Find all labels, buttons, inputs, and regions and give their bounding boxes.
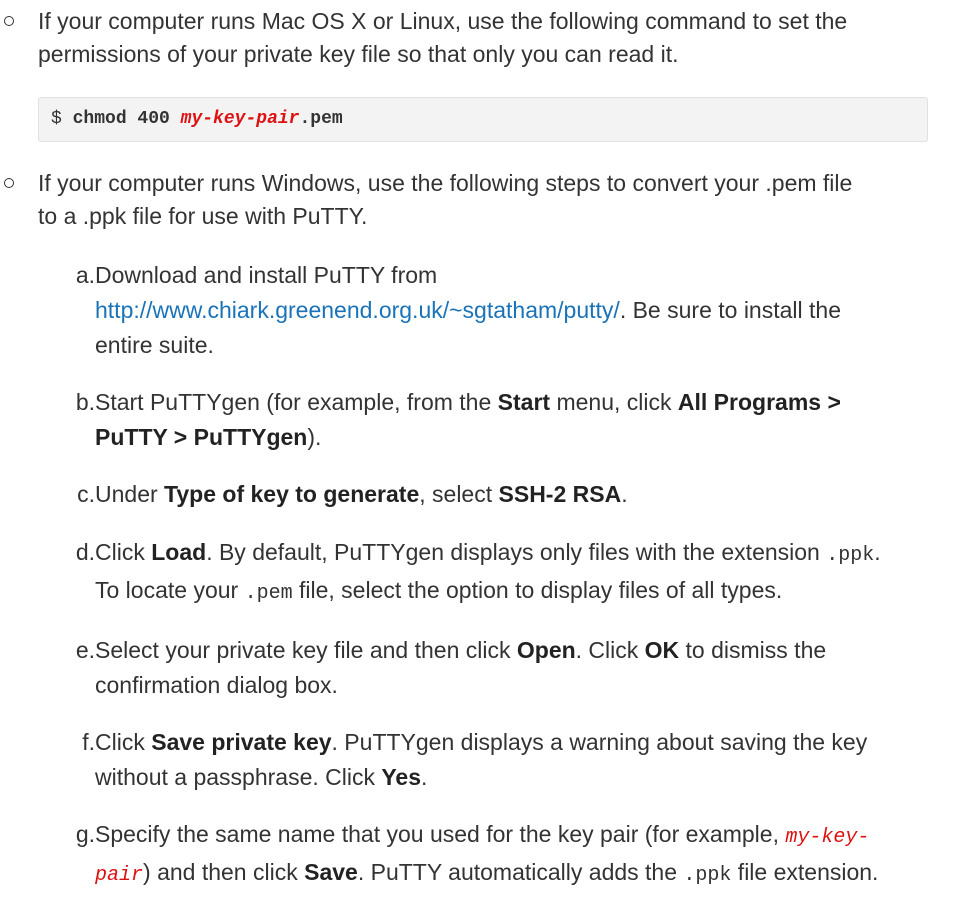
step-text-part: . By default, PuTTYgen displays only files with the extension bbox=[206, 539, 827, 565]
step-text-part: . PuTTY automatically adds the bbox=[357, 859, 684, 885]
step-text-part: . Click bbox=[575, 637, 645, 663]
step-text-part: To locate your bbox=[95, 577, 245, 603]
step-text-part: entire suite. bbox=[95, 332, 214, 358]
step-text-part: Specify the same name that you used for the key pair (for example, bbox=[95, 821, 786, 847]
step-text-part: Start PuTTYgen (for example, from the bbox=[95, 389, 498, 415]
inline-code: .pem bbox=[244, 582, 293, 605]
step-text bbox=[95, 258, 925, 363]
step-letter: f. bbox=[82, 729, 95, 755]
step-text-part: ). bbox=[307, 424, 322, 450]
inline-code-variable: my-key- bbox=[785, 826, 870, 849]
step-bold-text: Type of key to generate bbox=[164, 481, 420, 507]
step-bold-text: PuTTY > PuTTYgen bbox=[95, 424, 308, 450]
step-text-part: . Be sure to install the bbox=[619, 297, 841, 323]
text-line: If your computer runs Windows, use the following steps to convert your .pem file bbox=[38, 170, 853, 196]
inline-code: .ppk bbox=[826, 544, 875, 567]
step-text-part: Download and install PuTTY from bbox=[95, 262, 438, 288]
text-line: permissions of your private key file so that only you can read it. bbox=[38, 41, 679, 67]
step-text-part: menu, click bbox=[550, 389, 678, 415]
code-extension: .pem bbox=[299, 109, 343, 129]
inline-code-variable: pair bbox=[95, 864, 144, 887]
text-line: If your computer runs Mac OS X or Linux, use the following command to set the bbox=[38, 8, 848, 34]
step-bold-text: OK bbox=[644, 637, 680, 663]
step-text-part: Under bbox=[95, 481, 165, 507]
step-text-part: confirmation dialog box. bbox=[95, 672, 338, 698]
step-bold-text: Start bbox=[497, 389, 551, 415]
step-text-part: to dismiss the bbox=[679, 637, 827, 663]
step-text bbox=[95, 385, 925, 455]
step-text-part: without a passphrase. Click bbox=[95, 764, 382, 790]
step-bold-text: SSH-2 RSA bbox=[498, 481, 622, 507]
step-text-part: . bbox=[421, 764, 428, 790]
step-text-part: Select your private key file and then click bbox=[95, 637, 517, 663]
step-letter: a. bbox=[75, 262, 95, 288]
bullet-text bbox=[38, 167, 938, 233]
bullet-text bbox=[38, 5, 938, 71]
step-bold-text: Save private key bbox=[151, 729, 332, 755]
step-text-part: . PuTTYgen displays a warning about saving the key bbox=[331, 729, 868, 755]
step-text-part: . bbox=[621, 481, 628, 507]
code-prompt: $ bbox=[51, 109, 62, 129]
step-text bbox=[95, 633, 925, 703]
step-letter: c. bbox=[77, 481, 95, 507]
bullet-circle-icon bbox=[4, 16, 14, 26]
step-text bbox=[95, 535, 925, 611]
code-variable: my-key-pair bbox=[180, 109, 300, 129]
step-text-part: Click bbox=[95, 729, 152, 755]
step-text-part: ) and then click bbox=[143, 859, 305, 885]
code-command: chmod 400 bbox=[72, 109, 170, 129]
text-line: to a .ppk file for use with PuTTY. bbox=[38, 203, 368, 229]
step-text-part: , select bbox=[419, 481, 499, 507]
step-text bbox=[95, 817, 925, 893]
step-bold-text: Yes bbox=[381, 764, 422, 790]
step-letter: g. bbox=[75, 821, 95, 847]
step-text-part: Click bbox=[95, 539, 152, 565]
step-bold-text: Open bbox=[516, 637, 576, 663]
step-bold-text: All Programs > bbox=[677, 389, 841, 415]
bullet-circle-icon bbox=[4, 178, 14, 188]
step-text-part: file extension. bbox=[731, 859, 879, 885]
step-text-part: file, select the option to display files of all types. bbox=[292, 577, 783, 603]
inline-code: .ppk bbox=[683, 864, 732, 887]
step-text bbox=[95, 725, 925, 795]
step-bold-text: Save bbox=[304, 859, 358, 885]
step-letter: e. bbox=[75, 637, 95, 663]
putty-download-link[interactable]: http://www.chiark.greenend.org.uk/~sgtatham/putty/ bbox=[95, 297, 620, 323]
step-letter: b. bbox=[75, 389, 95, 415]
step-text bbox=[95, 477, 925, 512]
step-letter: d. bbox=[75, 539, 95, 565]
step-text-part: . bbox=[874, 539, 881, 565]
step-bold-text: Load bbox=[151, 539, 207, 565]
code-block bbox=[38, 97, 928, 142]
